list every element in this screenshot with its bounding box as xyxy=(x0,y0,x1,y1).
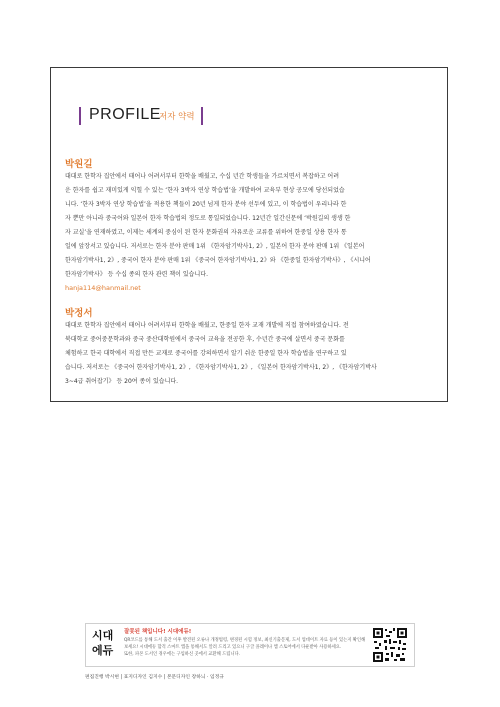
bio-line: 한자암기박사1, 2》, 중국어 한자 분야 판매 1위 《중국어 한자암기박사1, 2》와 《한중일 한자암기박사》, 《시니어 xyxy=(65,257,371,264)
heading-bar-right xyxy=(201,107,203,125)
bio-line: 체험하고 한국 대학에서 직접 만든 교재로 중국어를 강의하면서 알기 쉬운 한중일 한자 학습법을 연구하고 있 xyxy=(65,350,347,357)
author-bio xyxy=(65,319,417,389)
notice-title: 잘못된 책입니다! 시대에듀! xyxy=(124,629,192,635)
editorial-credits: 편집진행 박시현 | 표지디자인 김지수 | 본문디자인 장하늬 · 임정규 xyxy=(85,675,224,680)
profile-subtitle: 저자 약력 xyxy=(159,112,195,122)
author-name: 박원길 xyxy=(65,159,93,170)
bio-line: 자 뿐만 아니라 중국어와 일본어 한자 학습법의 정도로 통일되었습니다. 12년간 일간신문에 ‘박원길의 생생 한 xyxy=(65,215,351,222)
bio-line: 일에 앞장서고 있습니다. 저서로는 한자 분야 판매 1위 《한자암기박사1, 2》, 일본어 한자 분야 판매 1위 《일본어 xyxy=(65,243,365,250)
profile-heading xyxy=(79,106,424,128)
bio-line: 습니다. 저서로는 《중국어 한자암기박사1, 2》, 《한자암기박사1, 2》, 《일본어 한자암기박사1, 2》, 《한자암기박사 xyxy=(65,364,377,371)
notice-text xyxy=(124,628,366,658)
heading-bar-left xyxy=(79,107,81,125)
bio-line: 대대로 한학자 집안에서 태어나 어려서부터 한학을 배웠고, 한중일 한자 교재 개발에 직접 참여하였습니다. 전 xyxy=(65,322,349,329)
author-name: 박정서 xyxy=(65,308,93,319)
bio-line: 한자암기박사》 등 수십 종의 한자 관련 책이 있습니다. xyxy=(65,271,208,278)
bio-line: 운 한자를 쉽고 재미있게 익힐 수 있는 ‘한자 3박자 연상 학습법’을 개발하여 교육부 현상 공모에 당선되었습 xyxy=(65,187,345,194)
notice-line: 보세요! 시대에듀 합격 스마트 앱을 통해서도 알려 드리고 있으니 구글 플레이나 앱 스토어에서 다운받아 사용하세요. xyxy=(124,645,342,650)
publisher-notice xyxy=(85,623,415,667)
author-profile-box xyxy=(50,67,448,402)
logo-line: 시대 xyxy=(92,630,114,642)
author-bio xyxy=(65,170,417,282)
author-email: hanja114@hanmail.net xyxy=(65,284,141,292)
bio-line: 북대학교 중어중문학과와 중국 중산대학원에서 중국어 교육을 전공한 후, 수년간 중국에 살면서 중국 문화를 xyxy=(65,336,345,343)
notice-line: 또한, 파본 도서인 경우에는 구입하신 곳에서 교환해 드립니다. xyxy=(124,652,241,657)
bio-line: 대대로 한학자 집안에서 태어나 어려서부터 한학을 배웠고, 수십 년간 학생들을 가르치면서 복잡하고 어려 xyxy=(65,173,340,180)
logo-line: 에듀 xyxy=(92,645,114,657)
notice-line: QR코드를 통해 도서 출간 이후 발견된 오류나 개정법령, 변경된 시험 정보, 최신기출문제, 도서 업데이트 자료 등이 있는지 확인해 xyxy=(124,638,366,643)
bio-line: 자 교실’을 연재하였고, 이제는 세계의 중심이 된 한자 문화권의 자유로운 교류를 위하여 한중일 상용 한자 통 xyxy=(65,229,347,236)
publisher-logo xyxy=(92,629,120,659)
bio-line: 3~4급 취어잡기》 등 20여 종이 있습니다. xyxy=(65,378,179,385)
bio-line: 니다. ‘한자 3박자 연상 학습법’을 적용한 책들이 20년 넘게 한자 분야 선두에 있고, 이 학습법이 우리나라 한 xyxy=(65,201,347,208)
qr-code-icon[interactable] xyxy=(372,627,408,663)
profile-title: PROFILE xyxy=(89,106,161,123)
